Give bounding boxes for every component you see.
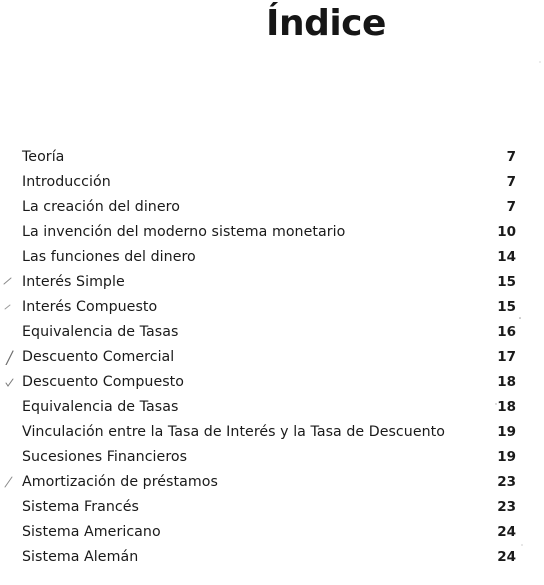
- toc-entry-page: 7: [506, 199, 516, 215]
- pencil-tick-mark-icon: [2, 474, 18, 490]
- toc-row: [22, 320, 516, 345]
- toc-entry-label: La invención del moderno sistema monetario: [22, 224, 346, 240]
- toc-entry-page: 19: [497, 424, 516, 440]
- toc-entry-label: Equivalencia de Tasas: [22, 399, 179, 415]
- toc-row: [22, 445, 516, 470]
- toc-entry-label: Descuento Comercial: [22, 349, 175, 365]
- toc-row: [22, 345, 516, 370]
- toc-row: [22, 370, 516, 395]
- toc-row: [22, 170, 516, 195]
- toc-row: [22, 220, 516, 245]
- toc-row: [22, 495, 516, 520]
- toc-entry-page: 15: [497, 299, 516, 315]
- toc-row: [22, 520, 516, 545]
- toc-row: [22, 295, 516, 320]
- toc-entry-page: 18: [497, 374, 516, 390]
- toc-entry-page: 10: [497, 224, 516, 240]
- toc-entry-label: Sucesiones Financieros: [22, 449, 188, 465]
- toc-entry-page: 24: [497, 524, 516, 540]
- toc-entry-label: La creación del dinero: [22, 199, 180, 215]
- toc-entry-label: Amortización de préstamos: [22, 474, 218, 490]
- toc-entry-label: Teoría: [22, 149, 65, 165]
- toc-entry-label: Interés Compuesto: [22, 299, 158, 315]
- toc-entry-label: Sistema Americano: [22, 524, 161, 540]
- toc-row: [22, 395, 516, 420]
- toc-entry-page: 7: [506, 174, 516, 190]
- toc-row: [22, 470, 516, 495]
- toc-entry-page: 23: [497, 474, 516, 490]
- page-title: Índice: [266, 3, 386, 44]
- pencil-tick-mark-icon: [2, 374, 18, 390]
- toc-entry-label: Interés Simple: [22, 274, 125, 290]
- toc-row: [22, 420, 516, 445]
- pencil-tick-mark-icon: [2, 299, 18, 315]
- toc-row: [22, 270, 516, 295]
- toc-entry-label: Las funciones del dinero: [22, 249, 196, 265]
- toc-entry-label: Sistema Alemán: [22, 549, 139, 565]
- toc-row: [22, 245, 516, 270]
- toc-entry-label: Descuento Compuesto: [22, 374, 185, 390]
- toc-entry-page: 19: [497, 449, 516, 465]
- toc-entry-page: 24: [497, 549, 516, 565]
- toc-entry-label: Introducción: [22, 174, 111, 190]
- pencil-tick-mark-icon: [2, 349, 18, 365]
- toc-entry-label: Vinculación entre la Tasa de Interés y la Tasa de Descuento: [22, 424, 445, 440]
- toc-entry-label: Equivalencia de Tasas: [22, 324, 179, 340]
- toc-entry-page: 16: [497, 324, 516, 340]
- pencil-tick-mark-icon: [2, 274, 18, 290]
- toc-entry-page: 23: [497, 499, 516, 515]
- toc-row: [22, 195, 516, 220]
- table-of-contents: [22, 145, 516, 570]
- toc-entry-page: 14: [497, 249, 516, 265]
- toc-row: [22, 145, 516, 170]
- toc-entry-label: Sistema Francés: [22, 499, 139, 515]
- toc-entry-page: 18: [497, 399, 516, 415]
- toc-entry-page: 7: [506, 149, 516, 165]
- toc-entry-page: 17: [497, 349, 516, 365]
- toc-row: [22, 545, 516, 570]
- toc-entry-page: 15: [497, 274, 516, 290]
